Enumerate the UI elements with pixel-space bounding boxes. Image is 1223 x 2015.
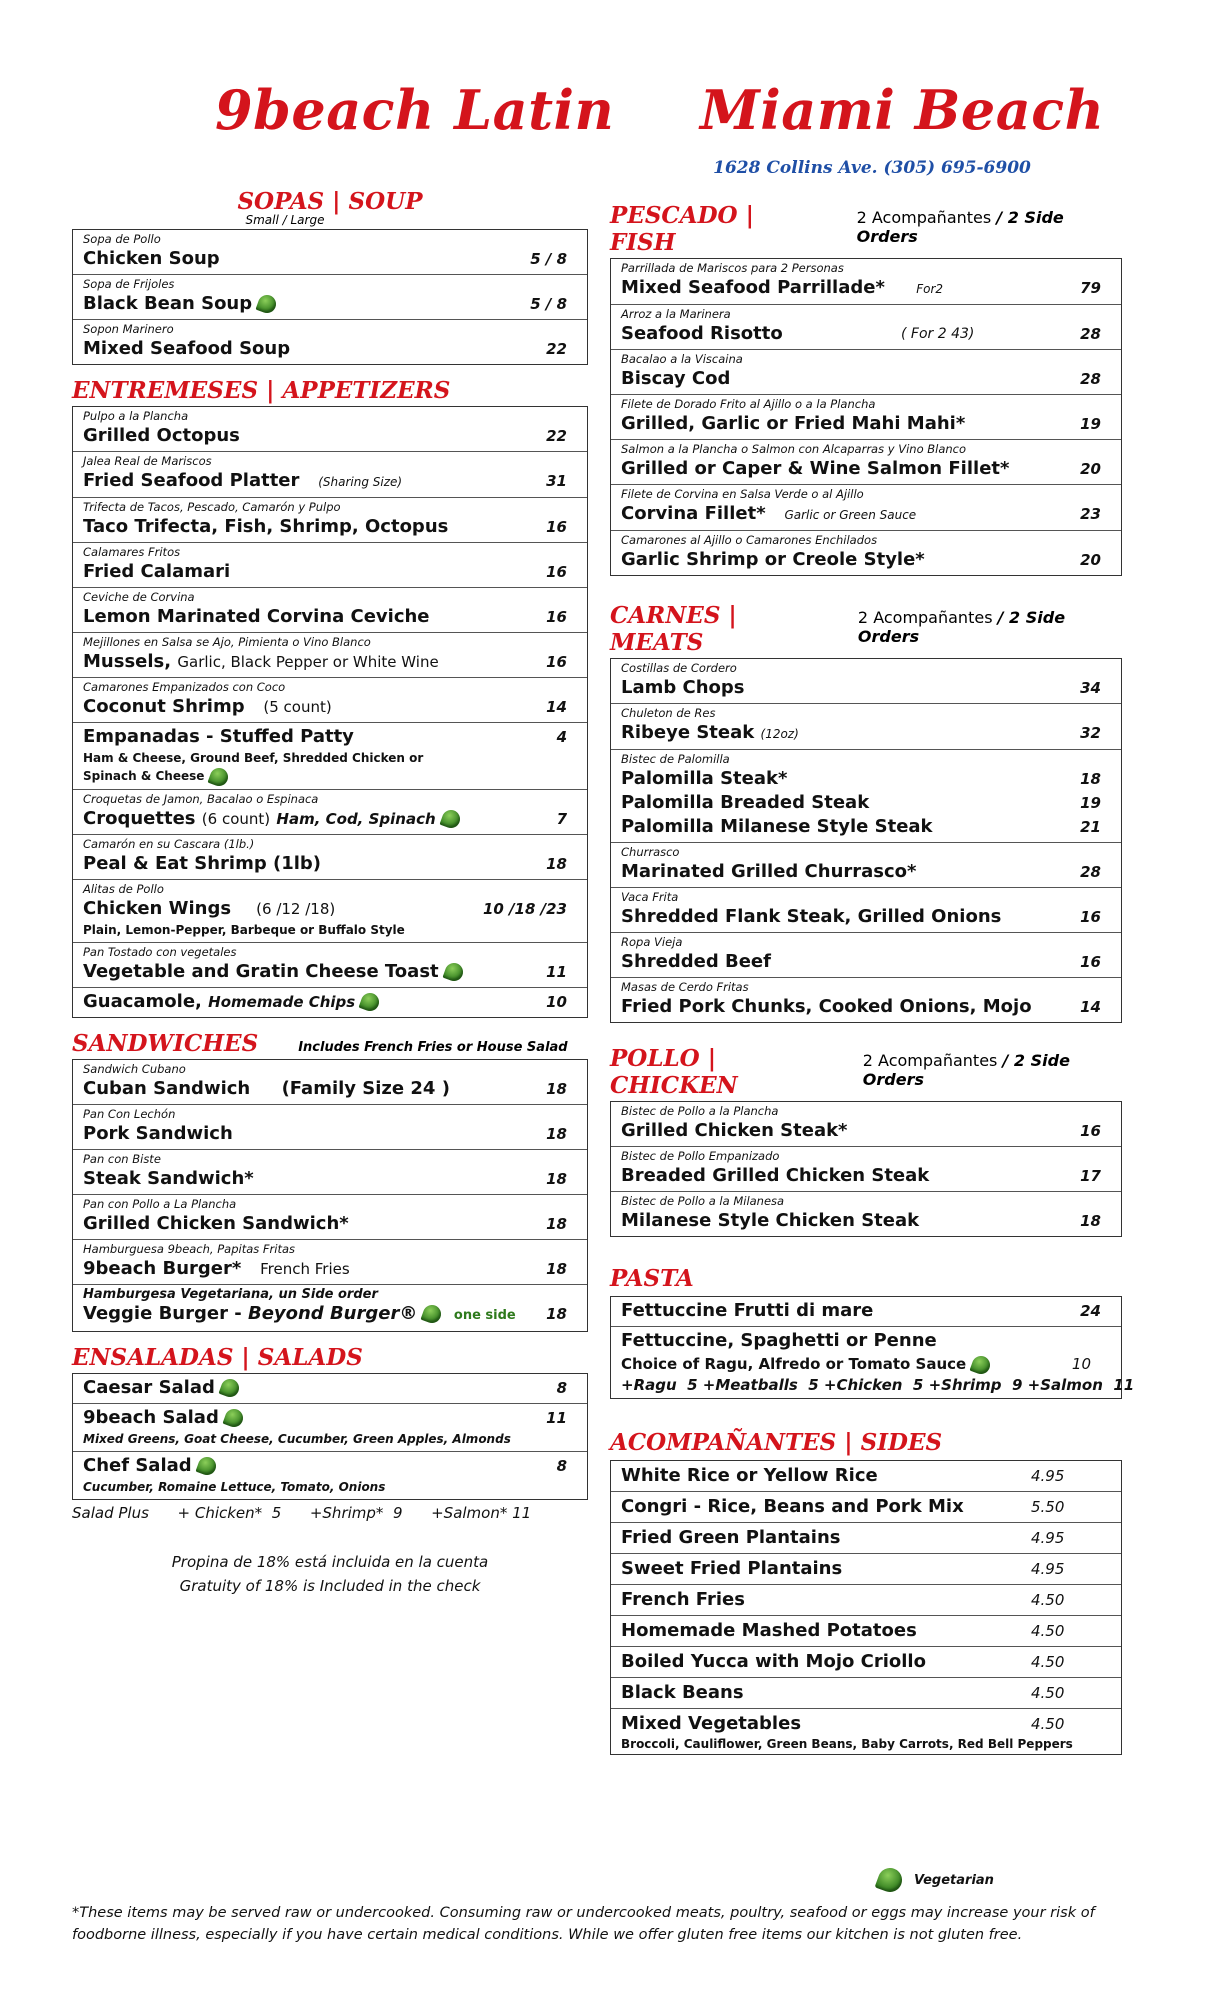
appetizers-title: ENTREMESES | APPETIZERS bbox=[72, 377, 451, 404]
item-name: Peal & Eat Shrimp (1lb) bbox=[83, 852, 322, 874]
item-spanish: Sopa de Pollo bbox=[83, 232, 161, 246]
legend-label: Vegetarian bbox=[914, 1872, 994, 1888]
menu-item bbox=[611, 977, 1121, 1022]
item-spanish: Parrillada de Mariscos para 2 Personas bbox=[621, 261, 844, 275]
item-name: Milanese Style Chicken Steak bbox=[621, 1210, 920, 1231]
item-price: 16 bbox=[1080, 908, 1101, 926]
menu-item bbox=[73, 632, 587, 677]
item-name: Black Bean Soup bbox=[83, 293, 253, 314]
item-spanish: Bistec de Palomilla bbox=[621, 752, 730, 766]
item-name: Fried Pork Chunks, Cooked Onions, Mojo bbox=[621, 996, 1032, 1017]
item-price: 18 bbox=[546, 854, 567, 873]
item-extra: (5 count) bbox=[263, 698, 332, 716]
sides-box bbox=[610, 1460, 1122, 1755]
side-price: 4.50 bbox=[1031, 1653, 1065, 1671]
sides-title: ACOMPAÑANTES | SIDES bbox=[610, 1429, 943, 1456]
item-extra: (Sharing Size) bbox=[318, 475, 403, 489]
side-price: 4.95 bbox=[1031, 1529, 1065, 1547]
sandwiches-header bbox=[72, 1030, 588, 1057]
item-spanish: Ceviche de Corvina bbox=[83, 590, 195, 604]
item-spanish: Filete de Dorado Frito al Ajillo o a la Plancha bbox=[621, 397, 876, 411]
menu-item bbox=[73, 1060, 587, 1104]
sandwiches-box bbox=[72, 1059, 588, 1332]
sandwiches-title: SANDWICHES bbox=[72, 1029, 259, 1057]
gratuity-english: Gratuity of 18% is Included in the check bbox=[179, 1576, 481, 1595]
item-name: Biscay Cod bbox=[621, 368, 731, 389]
item-price: 18 bbox=[546, 1124, 567, 1143]
item-price: 18 bbox=[546, 1169, 567, 1188]
menu-item bbox=[611, 1146, 1121, 1191]
item-name: Palomilla Steak* bbox=[621, 768, 788, 789]
sandwiches-note: Includes French Fries or House Salad bbox=[298, 1039, 568, 1055]
item-spanish: Filete de Corvina en Salsa Verde o al Ajillo bbox=[621, 487, 864, 501]
side-price: 4.50 bbox=[1031, 1715, 1065, 1733]
item-name: Shredded Flank Steak, Grilled Onions bbox=[621, 906, 1002, 927]
item-description: Cucumber, Romaine Lettuce, Tomato, Onions bbox=[83, 1479, 386, 1494]
menu-item bbox=[73, 319, 587, 364]
menu-item bbox=[73, 1149, 587, 1194]
item-spanish: Sopon Marinero bbox=[83, 322, 174, 336]
item-price: 18 bbox=[1080, 770, 1101, 788]
salads-box bbox=[72, 1373, 588, 1500]
item-name: Guacamole, bbox=[83, 990, 202, 1012]
chicken-title: POLLO | CHICKEN bbox=[610, 1045, 738, 1099]
item-price: 23 bbox=[1080, 505, 1101, 523]
fish-box bbox=[610, 258, 1122, 576]
menu-item bbox=[73, 542, 587, 587]
side-price: 4.50 bbox=[1031, 1622, 1065, 1640]
item-price: 24 bbox=[1080, 1302, 1101, 1320]
menu-item bbox=[611, 703, 1121, 749]
side-price: 4.95 bbox=[1031, 1467, 1065, 1485]
item-description: Spinach & Cheese bbox=[83, 769, 205, 783]
menu-item bbox=[611, 484, 1121, 530]
item-name: Mussels, bbox=[83, 651, 172, 672]
vegetarian-icon bbox=[359, 990, 382, 1013]
item-name: Chicken Wings bbox=[83, 897, 232, 919]
item-description: Plain, Lemon-Pepper, Barbeque or Buffalo Style bbox=[83, 922, 405, 937]
soups-title: SOPAS | SOUP bbox=[237, 188, 423, 215]
menu-item bbox=[611, 349, 1121, 394]
menu-item bbox=[611, 887, 1121, 932]
menu-item bbox=[611, 1191, 1121, 1236]
item-price: 18 bbox=[546, 1079, 567, 1098]
side-item bbox=[611, 1584, 1121, 1615]
salad-plus: Salad Plus + Chicken* 5 +Shrimp* 9 +Salmon* 11 bbox=[72, 1503, 532, 1522]
item-name: Grilled Chicken Steak* bbox=[621, 1120, 848, 1141]
side-item bbox=[611, 1461, 1121, 1491]
menu-item bbox=[611, 259, 1121, 304]
item-price: 5 / 8 bbox=[530, 295, 567, 313]
item-name: Lemon Marinated Corvina Ceviche bbox=[83, 606, 430, 627]
menu-item bbox=[611, 1297, 1121, 1326]
vegetarian-legend bbox=[872, 1868, 994, 1892]
gratuity-note bbox=[72, 1550, 588, 1598]
item-spanish: Costillas de Cordero bbox=[621, 661, 737, 675]
item-name: Mixed Seafood Parrillade* bbox=[621, 277, 885, 298]
item-price: 20 bbox=[1080, 551, 1101, 569]
menu-item bbox=[73, 1104, 587, 1149]
item-name: Fettuccine, Spaghetti or Penne bbox=[621, 1330, 937, 1351]
item-extra: (6 /12 /18) bbox=[256, 899, 336, 918]
item-spanish: Camarones Empanizados con Coco bbox=[83, 680, 286, 694]
menu-item bbox=[611, 530, 1121, 575]
item-name: 9beach Burger* bbox=[83, 1257, 242, 1279]
vegetarian-icon bbox=[439, 807, 462, 830]
item-name: Grilled Octopus bbox=[83, 425, 240, 446]
side-name: Fried Green Plantains bbox=[621, 1527, 841, 1548]
item-extra: (12oz) bbox=[760, 727, 799, 741]
item-extra: For2 bbox=[916, 282, 944, 296]
menu-item bbox=[73, 942, 587, 987]
menu-item bbox=[611, 394, 1121, 439]
side-name: Black Beans bbox=[621, 1682, 744, 1703]
chicken-note bbox=[863, 1051, 1122, 1089]
item-spanish: Pulpo a la Plancha bbox=[83, 409, 189, 423]
meats-note-en: / 2 Side Orders bbox=[857, 608, 1066, 646]
item-extra: (Family Size 24 ) bbox=[281, 1077, 450, 1099]
item-spanish: Pan Con Lechón bbox=[83, 1106, 176, 1121]
item-price: 10 bbox=[1071, 1355, 1091, 1373]
item-side-note: one side bbox=[453, 1307, 516, 1323]
item-price: 14 bbox=[1080, 998, 1101, 1016]
item-name: Empanadas - Stuffed Patty bbox=[83, 726, 354, 747]
chicken-note-es: 2 Acompañantes bbox=[862, 1051, 998, 1070]
menu-item bbox=[73, 1403, 587, 1451]
item-name: Fried Calamari bbox=[83, 561, 231, 582]
side-name: White Rice or Yellow Rice bbox=[621, 1465, 878, 1486]
menu-item bbox=[611, 439, 1121, 484]
menu-item bbox=[611, 932, 1121, 977]
item-name: Grilled, Garlic or Fried Mahi Mahi* bbox=[621, 413, 966, 434]
fish-note bbox=[857, 208, 1122, 246]
fish-header bbox=[610, 202, 1122, 256]
menu-item bbox=[611, 1102, 1121, 1146]
item-price: 18 bbox=[546, 1304, 567, 1323]
menu-item bbox=[73, 497, 587, 542]
item-price: 28 bbox=[1080, 325, 1101, 343]
vegetarian-icon bbox=[256, 292, 279, 315]
menu-item bbox=[73, 879, 587, 942]
item-spanish: Camarón en su Cascara (1lb.) bbox=[83, 836, 255, 851]
menu-item bbox=[73, 789, 587, 834]
item-spanish: Calamares Fritos bbox=[83, 545, 181, 559]
item-spanish: Churrasco bbox=[621, 845, 680, 859]
menu-item bbox=[611, 1326, 1135, 1398]
item-extra: Garlic or Green Sauce bbox=[784, 508, 917, 522]
disclaimer: *These items may be served raw or undercooked. Consuming raw or undercooked meats, poultry, seafood or eggs may increase your risk of foodborne illness, especially if you have certain medical conditions. While we offer gluten free items our kitchen is not gluten free. bbox=[72, 1905, 1095, 1943]
item-price: 31 bbox=[546, 472, 567, 490]
item-name: Corvina Fillet* bbox=[621, 503, 766, 524]
item-name: Ribeye Steak bbox=[621, 722, 755, 743]
vegetarian-icon bbox=[218, 1376, 241, 1399]
item-name: Pork Sandwich bbox=[83, 1122, 233, 1144]
brand-left: 9beach Latin bbox=[215, 78, 615, 142]
vegetarian-icon bbox=[875, 1865, 906, 1896]
fish-note-es: 2 Acompañantes bbox=[856, 208, 992, 227]
menu-item bbox=[73, 677, 587, 722]
item-name: Marinated Grilled Churrasco* bbox=[621, 861, 917, 882]
item-spanish: Bistec de Pollo a la Milanesa bbox=[621, 1194, 785, 1208]
item-price: 21 bbox=[1080, 818, 1101, 836]
item-price: 7 bbox=[556, 809, 567, 828]
item-spanish: Arroz a la Marinera bbox=[621, 307, 731, 321]
menu-item bbox=[73, 1239, 587, 1284]
menu-item bbox=[73, 451, 587, 497]
menu-item bbox=[73, 1194, 587, 1239]
item-name: 9beach Salad bbox=[83, 1406, 219, 1428]
address: 1628 Collins Ave. (305) 695-6900 bbox=[713, 158, 1031, 178]
menu-item bbox=[611, 842, 1121, 887]
item-name: Seafood Risotto bbox=[621, 323, 783, 344]
item-price: 10 /18 /23 bbox=[482, 899, 567, 918]
chicken-note-en: / 2 Side Orders bbox=[862, 1051, 1070, 1089]
item-spanish: Trifecta de Tacos, Pescado, Camarón y Pulpo bbox=[83, 500, 341, 514]
vegetarian-icon bbox=[195, 1454, 218, 1477]
item-name: Chicken Soup bbox=[83, 248, 220, 269]
fish-title: PESCADO | FISH bbox=[610, 202, 754, 256]
vegetarian-icon bbox=[442, 960, 465, 983]
menu-item bbox=[73, 407, 587, 451]
side-name: French Fries bbox=[621, 1589, 745, 1610]
item-price: 11 bbox=[546, 1408, 567, 1427]
item-price: 18 bbox=[546, 1259, 567, 1278]
side-name: Sweet Fried Plantains bbox=[621, 1558, 843, 1579]
item-spanish: Hamburgesa Vegetariana, un Side order bbox=[83, 1286, 378, 1302]
menu-item bbox=[73, 1451, 587, 1499]
item-spanish: Camarones al Ajillo o Camarones Enchilados bbox=[621, 533, 878, 547]
item-price: 19 bbox=[1080, 794, 1101, 812]
meats-header bbox=[610, 602, 1122, 656]
item-price: 28 bbox=[1080, 370, 1101, 388]
appetizers-box bbox=[72, 406, 588, 1018]
item-extra: Ham, Cod, Spinach bbox=[276, 809, 436, 828]
item-name: Chef Salad bbox=[83, 1454, 192, 1476]
item-spanish: Pan con Biste bbox=[83, 1151, 161, 1166]
gratuity-spanish: Propina de 18% está incluida en la cuenta bbox=[171, 1552, 489, 1571]
item-price: 79 bbox=[1080, 279, 1101, 297]
item-price: 16 bbox=[546, 563, 567, 581]
menu-item bbox=[73, 230, 587, 274]
item-name: Steak Sandwich* bbox=[83, 1167, 254, 1189]
item-spanish: Alitas de Pollo bbox=[83, 881, 164, 896]
item-price: 34 bbox=[1080, 679, 1101, 697]
item-price: 16 bbox=[546, 608, 567, 626]
menu-item bbox=[73, 274, 587, 319]
chicken-box bbox=[610, 1101, 1122, 1237]
item-extra: ( For 2 43) bbox=[901, 326, 975, 342]
item-price: 4 bbox=[556, 728, 567, 746]
item-spanish: Masas de Cerdo Fritas bbox=[621, 980, 749, 994]
item-price: 18 bbox=[546, 1214, 567, 1233]
item-spanish: Mejillones en Salsa se Ajo, Pimienta o Vino Blanco bbox=[83, 635, 371, 649]
item-extra: (6 count) bbox=[201, 809, 271, 828]
item-name: Mixed Seafood Soup bbox=[83, 338, 291, 359]
side-description: Broccoli, Cauliflower, Green Beans, Baby Carrots, Red Bell Peppers bbox=[621, 1737, 1073, 1751]
side-price: 4.50 bbox=[1031, 1684, 1065, 1702]
side-name: Mixed Vegetables bbox=[621, 1713, 802, 1734]
item-spanish: Chuleton de Res bbox=[621, 706, 716, 720]
item-price: 32 bbox=[1080, 724, 1101, 742]
meats-note bbox=[858, 608, 1122, 646]
item-spanish: Bistec de Pollo Empanizado bbox=[621, 1149, 780, 1163]
item-name: Grilled Chicken Sandwich* bbox=[83, 1212, 349, 1234]
item-name: Shredded Beef bbox=[621, 951, 771, 972]
item-price: 8 bbox=[556, 1378, 567, 1397]
side-name: Boiled Yucca with Mojo Criollo bbox=[621, 1651, 926, 1672]
salads-title: ENSALADAS | SALADS bbox=[72, 1343, 363, 1371]
item-name: Taco Trifecta, Fish, Shrimp, Octopus bbox=[83, 516, 449, 537]
side-item bbox=[611, 1522, 1121, 1553]
item-price: 10 bbox=[546, 992, 567, 1011]
item-description: Mixed Greens, Goat Cheese, Cucumber, Green Apples, Almonds bbox=[83, 1431, 511, 1446]
soups-box bbox=[72, 229, 588, 365]
item-price: 18 bbox=[1080, 1212, 1101, 1230]
side-price: 4.95 bbox=[1031, 1560, 1065, 1578]
vegetarian-icon bbox=[222, 1406, 245, 1429]
item-price: 16 bbox=[1080, 953, 1101, 971]
item-price: 22 bbox=[546, 427, 567, 445]
item-price: 28 bbox=[1080, 863, 1101, 881]
item-name: Garlic Shrimp or Creole Style* bbox=[621, 549, 925, 570]
item-name: Breaded Grilled Chicken Steak bbox=[621, 1165, 930, 1186]
menu-item bbox=[73, 587, 587, 632]
item-name: Caesar Salad bbox=[83, 1376, 215, 1398]
item-spanish: Sopa de Frijoles bbox=[83, 277, 175, 291]
side-name: Congri - Rice, Beans and Pork Mix bbox=[621, 1496, 964, 1517]
item-spanish: Pan con Pollo a La Plancha bbox=[83, 1196, 237, 1211]
soups-note: Small / Large bbox=[245, 213, 325, 227]
pasta-box bbox=[610, 1296, 1135, 1399]
meats-note-es: 2 Acompañantes bbox=[857, 608, 993, 627]
side-item bbox=[611, 1553, 1121, 1584]
item-spanish: Bacalao a la Viscaina bbox=[621, 352, 743, 366]
item-name: Grilled or Caper & Wine Salmon Fillet* bbox=[621, 458, 1010, 479]
item-spanish: Pan Tostado con vegetales bbox=[83, 944, 237, 959]
item-extra: Beyond Burger® bbox=[247, 1302, 418, 1324]
item-name: Cuban Sandwich bbox=[83, 1077, 251, 1099]
side-item bbox=[611, 1708, 1121, 1754]
menu-item bbox=[611, 659, 1121, 703]
menu-item bbox=[73, 1284, 587, 1331]
menu-item bbox=[611, 749, 1121, 842]
item-description: Ham & Cheese, Ground Beef, Shredded Chicken or bbox=[83, 751, 424, 765]
item-price: 16 bbox=[546, 653, 567, 671]
item-spanish: Hamburguesa 9beach, Papitas Fritas bbox=[83, 1241, 295, 1256]
side-price: 5.50 bbox=[1031, 1498, 1065, 1516]
side-item bbox=[611, 1646, 1121, 1677]
vegetarian-icon bbox=[421, 1302, 444, 1325]
pasta-addons: +Ragu 5 +Meatballs 5 +Chicken 5 +Shrimp 9 +Salmon 11 bbox=[621, 1376, 1135, 1394]
item-extra: French Fries bbox=[260, 1259, 350, 1278]
side-name: Homemade Mashed Potatoes bbox=[621, 1620, 917, 1641]
menu-item bbox=[73, 987, 587, 1017]
vegetarian-icon bbox=[970, 1353, 993, 1376]
item-name: Croquettes bbox=[83, 807, 196, 829]
item-price: 16 bbox=[1080, 1122, 1101, 1140]
item-price: 8 bbox=[556, 1456, 567, 1475]
item-spanish: Jalea Real de Mariscos bbox=[83, 454, 212, 468]
item-name: Vegetable and Gratin Cheese Toast bbox=[83, 960, 439, 982]
item-price: 14 bbox=[546, 698, 567, 716]
item-price: 5 / 8 bbox=[530, 250, 567, 268]
item-description: Choice of Ragu, Alfredo or Tomato Sauce bbox=[621, 1355, 967, 1373]
menu-item bbox=[611, 304, 1121, 349]
right-column bbox=[610, 202, 1135, 1755]
item-price: 11 bbox=[546, 962, 567, 981]
item-name: Lamb Chops bbox=[621, 677, 745, 698]
item-price: 17 bbox=[1080, 1167, 1101, 1185]
pasta-title: PASTA bbox=[610, 1265, 694, 1292]
item-name: Coconut Shrimp bbox=[83, 696, 245, 717]
chicken-header bbox=[610, 1045, 1122, 1099]
item-extra: Garlic, Black Pepper or White Wine bbox=[177, 653, 439, 671]
meats-title: CARNES | MEATS bbox=[610, 602, 737, 656]
item-spanish: Ropa Vieja bbox=[621, 935, 683, 949]
side-price: 4.50 bbox=[1031, 1591, 1065, 1609]
menu-item bbox=[73, 834, 587, 879]
left-column bbox=[72, 188, 588, 1598]
menu-item bbox=[73, 722, 587, 789]
brand-right: Miami Beach bbox=[700, 78, 1105, 142]
item-extra: Homemade Chips bbox=[208, 992, 356, 1011]
item-name: Veggie Burger - bbox=[83, 1302, 242, 1324]
meats-box bbox=[610, 658, 1122, 1023]
item-price: 20 bbox=[1080, 460, 1101, 478]
vegetarian-icon bbox=[208, 765, 231, 788]
item-price: 16 bbox=[546, 518, 567, 536]
item-name: Palomilla Milanese Style Steak bbox=[621, 816, 933, 837]
side-item bbox=[611, 1491, 1121, 1522]
item-spanish: Croquetas de Jamon, Bacalao o Espinaca bbox=[83, 791, 319, 806]
item-name: Palomilla Breaded Steak bbox=[621, 792, 870, 813]
fish-note-en: / 2 Side Orders bbox=[856, 208, 1064, 246]
soups-header bbox=[72, 188, 588, 227]
item-name: Fettuccine Frutti di mare bbox=[621, 1300, 874, 1321]
item-spanish: Bistec de Pollo a la Plancha bbox=[621, 1104, 779, 1118]
side-item bbox=[611, 1615, 1121, 1646]
item-price: 22 bbox=[546, 340, 567, 358]
item-spanish: Salmon a la Plancha o Salmon con Alcaparras y Vino Blanco bbox=[621, 442, 967, 456]
item-price: 19 bbox=[1080, 415, 1101, 433]
menu-item bbox=[73, 1374, 587, 1403]
item-spanish: Sandwich Cubano bbox=[83, 1061, 186, 1076]
item-name: Fried Seafood Platter bbox=[83, 470, 300, 491]
side-item bbox=[611, 1677, 1121, 1708]
item-spanish: Vaca Frita bbox=[621, 890, 679, 904]
